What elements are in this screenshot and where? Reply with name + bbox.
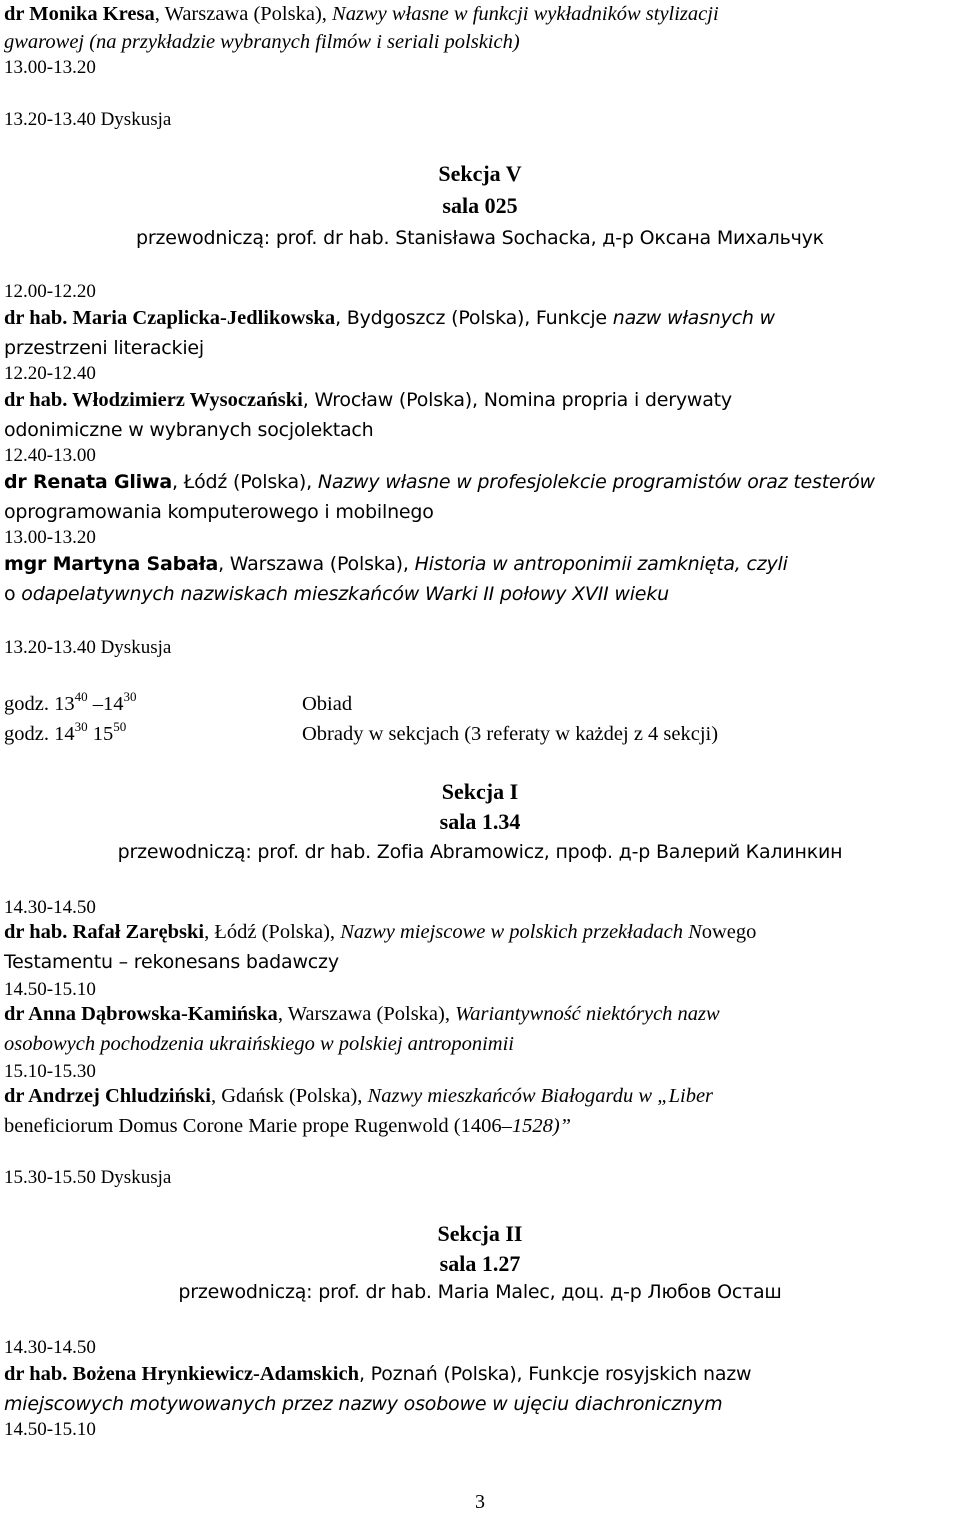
talk-title-suffix: 1528)” bbox=[511, 1115, 572, 1137]
schedule-row bbox=[4, 720, 126, 748]
section-heading: Sekcja I bbox=[441, 779, 519, 804]
talk-title: Nazwy mieszkańców Białogardu w „Liber bbox=[367, 1085, 714, 1107]
section-room: sala 1.34 bbox=[439, 809, 521, 834]
talk-line bbox=[4, 1390, 722, 1418]
schedule-row bbox=[4, 690, 136, 718]
schedule-time-sup: 50 bbox=[113, 719, 127, 734]
speaker-name: dr hab. Włodzimierz Wysoczański bbox=[4, 389, 303, 411]
schedule-label: Obiad bbox=[302, 693, 353, 715]
talk-time: 15.10-15.30 bbox=[4, 1061, 96, 1082]
talk-time: 13.00-13.20 bbox=[4, 527, 96, 548]
page-number: 3 bbox=[475, 1491, 485, 1513]
talk-line bbox=[4, 386, 732, 414]
talk-line bbox=[4, 580, 669, 608]
speaker-name: dr hab. Maria Czaplicka-Jedlikowska bbox=[4, 307, 336, 329]
talk-title: Wariantywność niektórych nazw bbox=[455, 1003, 720, 1025]
talk-line bbox=[4, 0, 719, 28]
talk-time: 12.20-12.40 bbox=[4, 363, 96, 384]
talk-title: gwarowej (na przykładzie wybranych filmów i seriali polskich) bbox=[4, 31, 520, 53]
section-heading: Sekcja V bbox=[438, 161, 522, 186]
talk-line bbox=[4, 918, 756, 946]
schedule-time: godz. 13 bbox=[4, 693, 75, 715]
speaker-place: , Warszawa (Polska), bbox=[277, 1003, 456, 1025]
discussion-time: 13.20-13.40 Dyskusja bbox=[4, 109, 172, 130]
talk-title: miejscowych motywowanych przez nazwy osobowe w ujęciu diachronicznym bbox=[4, 1393, 723, 1415]
talk-title: osobowych pochodzenia ukraińskiego w polskiej antroponimii bbox=[4, 1033, 514, 1055]
section-room: sala 025 bbox=[442, 193, 518, 218]
talk-line bbox=[4, 1360, 751, 1388]
talk-time: 14.50-15.10 bbox=[4, 1419, 96, 1440]
talk-line bbox=[4, 304, 775, 332]
talk-line bbox=[4, 28, 520, 56]
speaker-place: , Wrocław (Polska), Nomina propria i derywaty bbox=[302, 389, 732, 411]
talk-line bbox=[4, 1030, 514, 1058]
talk-line bbox=[4, 468, 875, 496]
schedule-time: godz. 14 bbox=[4, 723, 75, 745]
speaker-place: , Łódź (Polska), bbox=[204, 921, 341, 943]
talk-title: odapelatywnych nazwiskach mieszkańców Warki II połowy XVII wieku bbox=[21, 583, 669, 605]
talk-title: Nazwy własne w profesjolekcie programistów oraz testerów bbox=[317, 471, 875, 493]
schedule-label: Obrady w sekcjach (3 referaty w każdej z 4 sekcji) bbox=[302, 723, 719, 745]
talk-title-prefix: o bbox=[4, 583, 22, 605]
speaker-name: dr hab. Rafał Zarębski bbox=[4, 921, 205, 943]
talk-line bbox=[4, 550, 788, 578]
section-room: sala 1.27 bbox=[439, 1251, 521, 1276]
talk-title: nazw własnych w bbox=[612, 307, 775, 329]
talk-title: Testamentu – rekonesans badawczy bbox=[4, 951, 339, 973]
talk-title: Nazwy własne w funkcji wykładników stylizacji bbox=[332, 3, 719, 25]
talk-title: beneficiorum Domus Corone Marie prope Rugenwold (1406– bbox=[4, 1115, 512, 1137]
talk-time: 14.50-15.10 bbox=[4, 979, 96, 1000]
speaker-place: , Łódź (Polska), bbox=[171, 471, 318, 493]
schedule-time-sup: 30 bbox=[74, 719, 88, 734]
speaker-place: , Bydgoszcz (Polska), Funkcje bbox=[335, 307, 613, 329]
talk-time: 13.00-13.20 bbox=[4, 57, 96, 78]
talk-line bbox=[4, 1082, 713, 1110]
speaker-name: mgr Martyna Sabała bbox=[4, 553, 219, 575]
schedule-time-sup: 40 bbox=[74, 689, 88, 704]
talk-line bbox=[4, 1000, 720, 1028]
talk-title: Historia w antroponimii zamknięta, czyli bbox=[414, 553, 788, 575]
discussion-time: 13.20-13.40 Dyskusja bbox=[4, 637, 172, 658]
schedule-time: 15 bbox=[87, 723, 114, 745]
speaker-name: dr Andrzej Chludziński bbox=[4, 1085, 211, 1107]
section-heading: Sekcja II bbox=[437, 1221, 523, 1246]
schedule-time-sup: 30 bbox=[123, 689, 137, 704]
speaker-place: , Poznań (Polska), Funkcje rosyjskich nazw bbox=[358, 1363, 752, 1385]
talk-title-suffix: owego bbox=[701, 921, 757, 943]
section-chairs: przewodniczą: prof. dr hab. Maria Malec, доц. д-р Любов Осташ bbox=[178, 1281, 782, 1303]
discussion-time: 15.30-15.50 Dyskusja bbox=[4, 1167, 172, 1188]
speaker-name: dr Anna Dąbrowska-Kamińska bbox=[4, 1003, 278, 1025]
talk-time: 14.30-14.50 bbox=[4, 897, 96, 918]
talk-title: oprogramowania komputerowego i mobilnego bbox=[4, 501, 434, 523]
talk-title: odonimiczne w wybranych socjolektach bbox=[4, 419, 374, 441]
speaker-place: , Gdańsk (Polska), bbox=[210, 1085, 368, 1107]
section-chairs: przewodniczą: prof. dr hab. Zofia Abramowicz, проф. д-р Валерий Калинкин bbox=[117, 841, 843, 863]
talk-line bbox=[4, 1112, 571, 1140]
talk-time: 12.40-13.00 bbox=[4, 445, 96, 466]
speaker-name: dr Renata Gliwa bbox=[4, 471, 172, 493]
talk-title: przestrzeni literackiej bbox=[4, 337, 204, 359]
speaker-place: , Warszawa (Polska), bbox=[218, 553, 415, 575]
talk-time: 14.30-14.50 bbox=[4, 1337, 96, 1358]
talk-title: Nazwy miejscowe w polskich przekładach N bbox=[340, 921, 702, 943]
speaker-name: dr Monika Kresa bbox=[4, 3, 155, 25]
section-chairs: przewodniczą: prof. dr hab. Stanisława Sochacka, д-р Оксана Михальчук bbox=[136, 227, 824, 249]
speaker-place: , Warszawa (Polska), bbox=[154, 3, 333, 25]
speaker-name: dr hab. Bożena Hrynkiewicz-Adamskich bbox=[4, 1363, 359, 1385]
schedule-time: –14 bbox=[87, 693, 124, 715]
talk-time: 12.00-12.20 bbox=[4, 281, 96, 302]
